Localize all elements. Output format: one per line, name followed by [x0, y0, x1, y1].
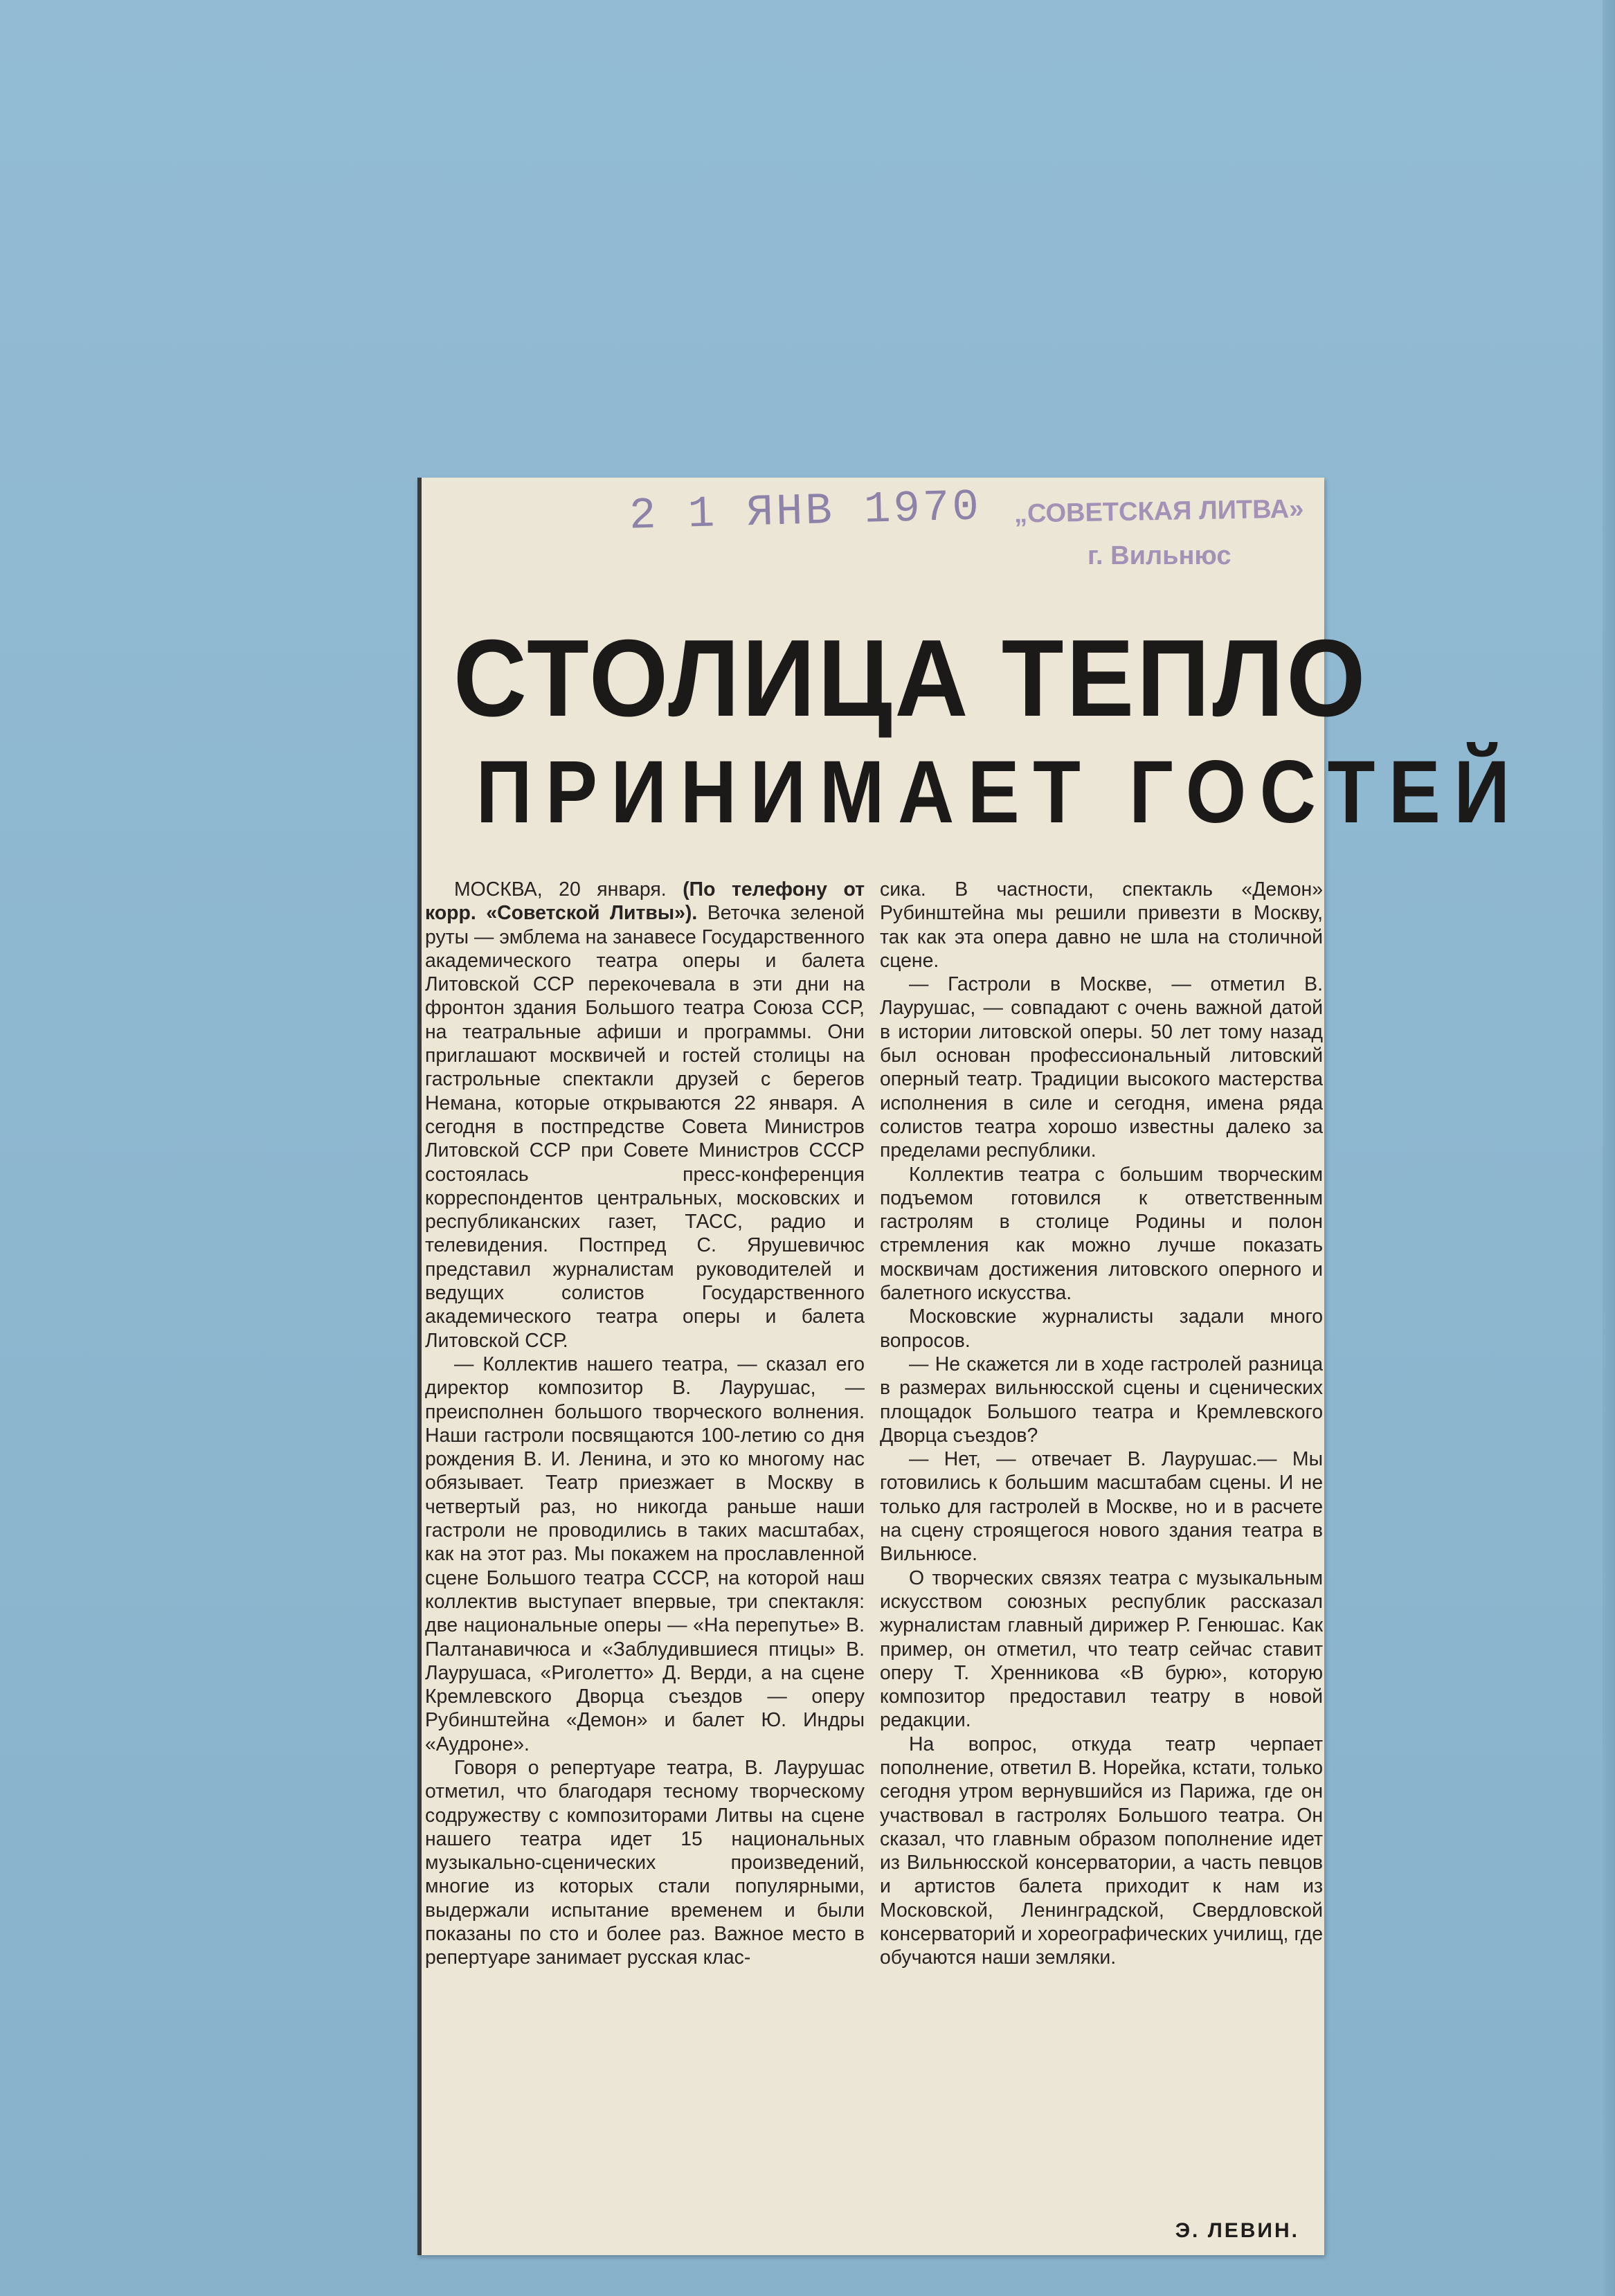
article-paragraph: О творческих связях театра с музыкальным искусством союзных республик рассказал журналистам главный дирижер Р. Генюшас. Как пример, он отметил, что театр сейчас ставит оперу Т. Хренникова «В бурю», которую композитор предоставил театру в новой редакции.: [880, 1566, 1323, 1732]
dateline-source: (По телефону от корр. «Советской Литвы»).: [425, 878, 865, 925]
board-edge: [1603, 0, 1615, 2296]
article-paragraph: Московские журналисты задали много вопросов.: [880, 1305, 1323, 1352]
article-paragraph: [425, 878, 865, 1353]
article-column-right: [880, 878, 1323, 2214]
date-stamp: 2 1 ЯНВ 1970: [629, 482, 982, 542]
headline-line-1: СТОЛИЦА ТЕПЛО: [453, 617, 1369, 739]
article-column-left: [425, 878, 865, 2234]
headline-line-2: ПРИНИМАЕТ ГОСТЕЙ: [476, 743, 1524, 842]
dateline: МОСКВА, 20 января.: [454, 878, 667, 901]
newspaper-clipping: [417, 478, 1524, 2255]
article-paragraph: — Гастроли в Москве, — отметил В. Лаурушас, — совпадают с очень важной датой в истории литовской оперы. 50 лет тому назад был основан профессиональный литовский оперный театр. Традиции высокого мастерства исполнения в силе и сегодня, имена ряда солистов театра хорошо известны далеко за пределами республики.: [880, 973, 1323, 1162]
article-paragraph: — Не скажется ли в ходе гастролей разница в размерах вильнюсской сцены и сценических площадок Большого театра и Кремлевского Дворца съездов?: [880, 1353, 1323, 1447]
article-paragraph: На вопрос, откуда театр черпает пополнение, ответил В. Норейка, кстати, только сегодня утром вернувшийся из Парижа, где он участвовал в гастролях Большого театра. Он сказал, что главным образом пополнение идет из Вильнюсской консерватории, а часть певцов и артистов балета приходит к нам из Московской, Ленинградской, Свердловской консерваторий и хореографических училищ, где обучаются наши земляки.: [880, 1733, 1323, 1969]
article-paragraph: — Коллектив нашего театра, — сказал его директор композитор В. Лаурушас, — преисполнен большого творческого волнения. Наши гастроли посвящаются 100-летию со дня рождения В. И. Ленина, и это ко многому нас обязывает. Театр приезжает в Москву в четвертый раз, но никогда раньше наши гастроли не проводились в таких масштабах, как на этот раз. Мы покажем на прославленной сцене Большого театра СССР, на которой наш коллектив выступает впервые, три спектакля: две национальные оперы — «На перепутье» В. Палтанавичюса и «Заблудившиеся птицы» В. Лаурушаса, «Риголетто» Д. Верди, а на сцене Кремлевского Дворца съездов — оперу Рубинштейна «Демон» и балет Ю. Индры «Аудроне».: [425, 1353, 865, 1755]
article-paragraph: сика. В частности, спектакль «Демон» Рубинштейна мы решили привезти в Москву, так как эта опера давно не шла на столичной сцене.: [880, 878, 1323, 972]
article-paragraph: Коллектив театра с большим творческим подъемом готовился к ответственным гастролям в столице Родины и полон стремления как можно лучше показать москвичам достижения литовского оперного и балетного искусства.: [880, 1163, 1323, 1305]
article-paragraph: — Нет, — отвечает В. Лаурушас.— Мы готовились к большим масштабам сцены. И не только для гастролей в Москве, но и в расчете на сцену строящегося нового здания театра в Вильнюсе.: [880, 1448, 1323, 1566]
author-signature: Э. ЛЕВИН.: [1175, 2219, 1299, 2242]
paragraph-text: Веточка зеленой руты — эмблема на занавесе Государственного академического театра оперы и балета Литовской ССР перекочевала в эти дни на фронтон здания Большого театра Союза ССР, на театральные афиши и программы. Они приглашают москвичей и гостей столицы на гастрольные спектакли друзей с берегов Немана, которые открываются 22 января. А сегодня в постпредстве Совета Министров Литовской ССР при Совете Министров СССР состоялась пресс-конференция корреспондентов центральных, московских и республиканских газет, ТАСС, радио и телевидения. Постпред С. Ярушевичюс представил журналистам руководителей и ведущих солистов Государственного академического театра оперы и балета Литовской ССР.: [425, 902, 865, 1352]
article-paragraph: Говоря о репертуаре театра, В. Лаурушас отметил, что благодаря тесному творческому содружеству с композиторами Литвы на сцене нашего театра идет 15 национальных музыкально-сценических произведений, многие из которых стали популярными, выдержали испытание временем и были показаны по сто и более раз. Важное место в репертуаре занимает русская клас-: [425, 1756, 865, 1969]
source-stamp: „СОВЕТСКАЯ ЛИТВА»: [1013, 494, 1304, 529]
city-stamp: г. Вильнюс: [1088, 541, 1231, 570]
